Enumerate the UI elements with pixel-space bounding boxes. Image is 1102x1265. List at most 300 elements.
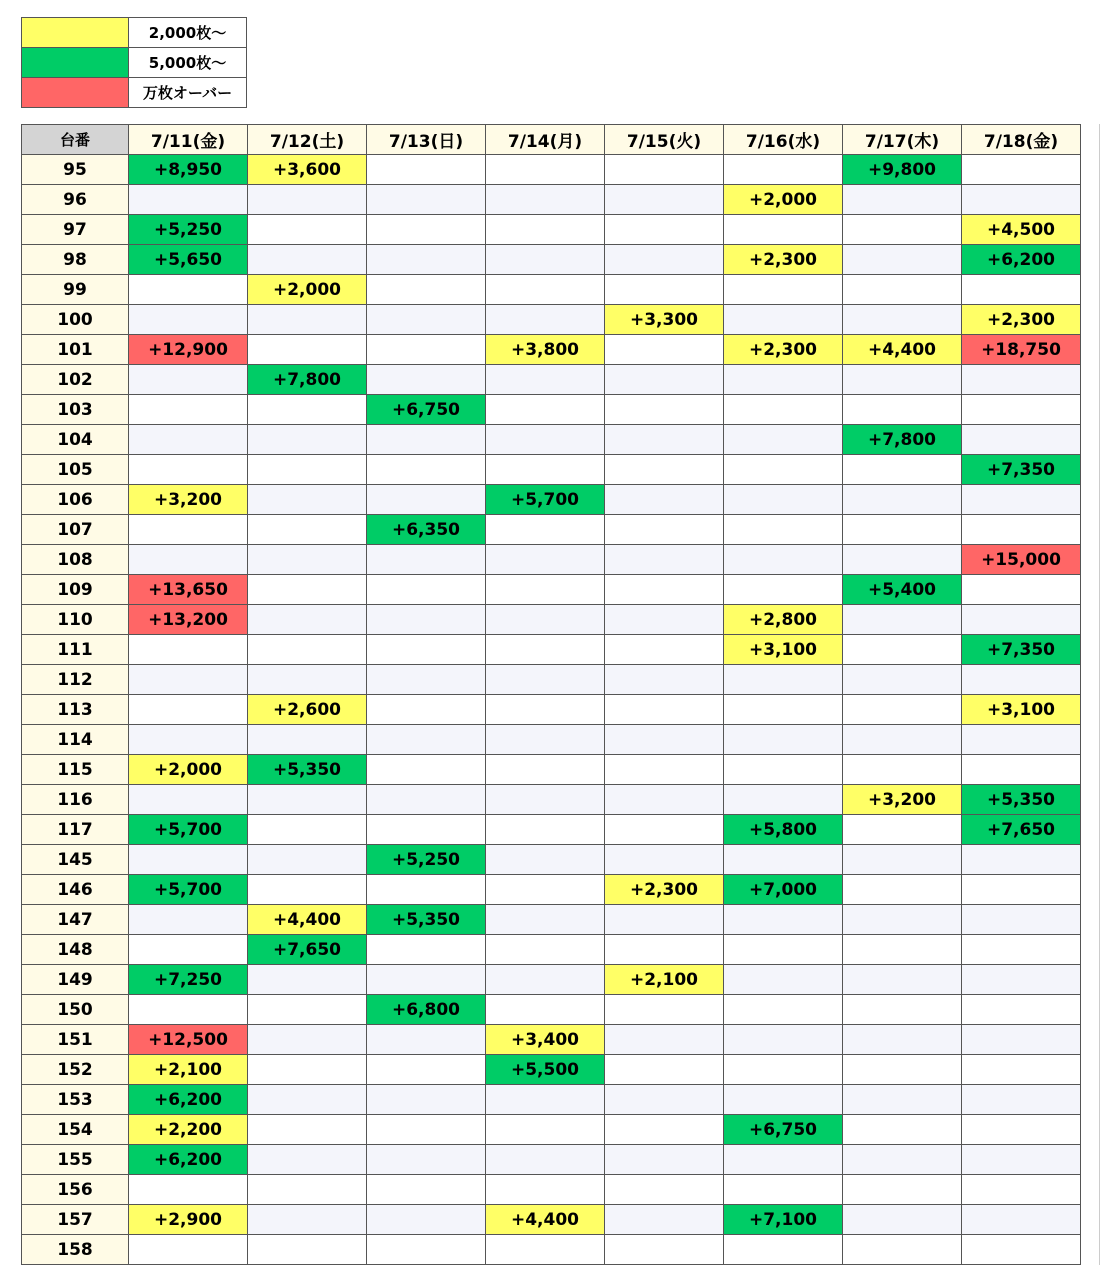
payout-cell bbox=[605, 785, 724, 815]
legend-item bbox=[22, 78, 247, 108]
machine-number: 156 bbox=[22, 1175, 129, 1205]
payout-cell: +6,200 bbox=[962, 245, 1081, 275]
payout-cell bbox=[248, 485, 367, 515]
payout-cell: +5,700 bbox=[129, 875, 248, 905]
payout-cell bbox=[605, 995, 724, 1025]
payout-cell bbox=[248, 875, 367, 905]
payout-cell bbox=[367, 575, 486, 605]
payout-cell bbox=[486, 755, 605, 785]
payout-cell bbox=[605, 1055, 724, 1085]
payout-cell: +5,350 bbox=[962, 785, 1081, 815]
payout-cell bbox=[486, 845, 605, 875]
payout-cell bbox=[486, 995, 605, 1025]
payout-cell bbox=[248, 335, 367, 365]
payout-cell: +2,800 bbox=[724, 605, 843, 635]
payout-cell bbox=[486, 365, 605, 395]
payout-cell bbox=[962, 665, 1081, 695]
payout-cell bbox=[962, 155, 1081, 185]
payout-cell bbox=[129, 935, 248, 965]
payout-cell bbox=[129, 1175, 248, 1205]
payout-cell bbox=[843, 395, 962, 425]
payout-cell bbox=[367, 725, 486, 755]
machine-number: 97 bbox=[22, 215, 129, 245]
payout-cell bbox=[724, 395, 843, 425]
payout-cell bbox=[843, 875, 962, 905]
machine-number: 112 bbox=[22, 665, 129, 695]
date-header: 7/15(火) bbox=[605, 125, 724, 155]
payout-cell: +3,100 bbox=[724, 635, 843, 665]
payout-cell bbox=[129, 635, 248, 665]
payout-cell bbox=[248, 605, 367, 635]
payout-cell bbox=[843, 1115, 962, 1145]
payout-cell bbox=[843, 605, 962, 635]
payout-cell: +2,000 bbox=[248, 275, 367, 305]
payout-cell bbox=[129, 995, 248, 1025]
machine-number: 101 bbox=[22, 335, 129, 365]
payout-cell bbox=[724, 1235, 843, 1265]
payout-cell bbox=[962, 875, 1081, 905]
payout-cell bbox=[843, 305, 962, 335]
payout-cell bbox=[724, 695, 843, 725]
payout-cell: +3,800 bbox=[486, 335, 605, 365]
payout-cell bbox=[486, 455, 605, 485]
payout-cell bbox=[843, 1025, 962, 1055]
payout-cell: +2,600 bbox=[248, 695, 367, 725]
payout-cell: +4,400 bbox=[248, 905, 367, 935]
payout-cell bbox=[724, 1145, 843, 1175]
payout-cell: +2,000 bbox=[724, 185, 843, 215]
table-row bbox=[22, 185, 1081, 215]
machine-number: 108 bbox=[22, 545, 129, 575]
payout-cell bbox=[962, 1145, 1081, 1175]
payout-cell: +7,100 bbox=[724, 1205, 843, 1235]
payout-cell bbox=[605, 245, 724, 275]
payout-cell bbox=[248, 1205, 367, 1235]
payout-cell bbox=[248, 215, 367, 245]
payout-cell bbox=[129, 545, 248, 575]
date-header: 7/12(土) bbox=[248, 125, 367, 155]
payout-cell bbox=[843, 515, 962, 545]
table-row bbox=[22, 995, 1081, 1025]
payout-cell: +2,300 bbox=[724, 245, 843, 275]
payout-cell bbox=[248, 845, 367, 875]
payout-cell bbox=[129, 665, 248, 695]
payout-cell bbox=[724, 845, 843, 875]
payout-cell bbox=[843, 665, 962, 695]
payout-cell bbox=[962, 185, 1081, 215]
table-row bbox=[22, 215, 1081, 245]
machine-number: 158 bbox=[22, 1235, 129, 1265]
machine-number: 157 bbox=[22, 1205, 129, 1235]
payout-cell bbox=[129, 905, 248, 935]
payout-cell bbox=[248, 455, 367, 485]
payout-cell bbox=[486, 425, 605, 455]
legend-swatch bbox=[22, 78, 129, 108]
payout-cell: +4,400 bbox=[486, 1205, 605, 1235]
payout-cell bbox=[367, 215, 486, 245]
payout-cell: +3,600 bbox=[248, 155, 367, 185]
payout-cell bbox=[248, 1085, 367, 1115]
payout-cell: +7,000 bbox=[724, 875, 843, 905]
payout-cell: +5,400 bbox=[843, 575, 962, 605]
payout-cell bbox=[486, 785, 605, 815]
machine-number: 155 bbox=[22, 1145, 129, 1175]
payout-cell bbox=[962, 755, 1081, 785]
payout-cell bbox=[605, 725, 724, 755]
payout-cell: +5,700 bbox=[486, 485, 605, 515]
payout-cell bbox=[248, 785, 367, 815]
payout-cell bbox=[367, 1115, 486, 1145]
payout-cell bbox=[724, 305, 843, 335]
machine-number: 151 bbox=[22, 1025, 129, 1055]
legend-swatch bbox=[22, 18, 129, 48]
payout-cell bbox=[129, 725, 248, 755]
payout-cell bbox=[724, 665, 843, 695]
payout-cell: +5,250 bbox=[367, 845, 486, 875]
payout-cell bbox=[486, 695, 605, 725]
table-row bbox=[22, 845, 1081, 875]
payout-cell: +3,100 bbox=[962, 695, 1081, 725]
payout-cell: +7,350 bbox=[962, 455, 1081, 485]
payout-cell bbox=[248, 995, 367, 1025]
machine-number: 96 bbox=[22, 185, 129, 215]
machine-number: 117 bbox=[22, 815, 129, 845]
payout-cell: +3,200 bbox=[843, 785, 962, 815]
payout-cell bbox=[248, 725, 367, 755]
table-row bbox=[22, 1085, 1081, 1115]
payout-cell bbox=[367, 965, 486, 995]
payout-cell bbox=[248, 575, 367, 605]
legend-label: 万枚オーバー bbox=[129, 78, 247, 108]
payout-cell bbox=[367, 185, 486, 215]
machine-number: 153 bbox=[22, 1085, 129, 1115]
table-row bbox=[22, 965, 1081, 995]
payout-cell bbox=[843, 635, 962, 665]
table-row bbox=[22, 605, 1081, 635]
right-border bbox=[1099, 124, 1100, 1265]
date-header: 7/11(金) bbox=[129, 125, 248, 155]
payout-cell bbox=[486, 665, 605, 695]
table-row bbox=[22, 1235, 1081, 1265]
payout-cell bbox=[129, 275, 248, 305]
payout-cell: +12,900 bbox=[129, 335, 248, 365]
payout-cell bbox=[129, 845, 248, 875]
payout-cell bbox=[843, 545, 962, 575]
payout-cell bbox=[367, 785, 486, 815]
machine-number: 104 bbox=[22, 425, 129, 455]
machine-number: 150 bbox=[22, 995, 129, 1025]
payout-cell bbox=[843, 695, 962, 725]
payout-cell bbox=[962, 845, 1081, 875]
payout-cell bbox=[367, 365, 486, 395]
machine-number-header: 台番 bbox=[22, 125, 129, 155]
payout-cell bbox=[724, 725, 843, 755]
legend-item bbox=[22, 48, 247, 78]
machine-number: 95 bbox=[22, 155, 129, 185]
payout-cell bbox=[724, 575, 843, 605]
payout-cell bbox=[486, 605, 605, 635]
payout-cell bbox=[724, 995, 843, 1025]
machine-number: 99 bbox=[22, 275, 129, 305]
payout-cell bbox=[129, 1235, 248, 1265]
payout-cell: +7,650 bbox=[248, 935, 367, 965]
payout-cell bbox=[248, 185, 367, 215]
table-row bbox=[22, 245, 1081, 275]
machine-number: 100 bbox=[22, 305, 129, 335]
payout-cell bbox=[486, 635, 605, 665]
payout-cell bbox=[843, 1145, 962, 1175]
payout-cell bbox=[129, 365, 248, 395]
payout-cell bbox=[367, 1175, 486, 1205]
payout-cell bbox=[724, 1025, 843, 1055]
machine-number: 148 bbox=[22, 935, 129, 965]
payout-cell bbox=[367, 815, 486, 845]
payout-cell bbox=[605, 275, 724, 305]
payout-cell bbox=[367, 605, 486, 635]
payout-cell: +2,200 bbox=[129, 1115, 248, 1145]
payout-cell bbox=[843, 1175, 962, 1205]
payout-cell bbox=[724, 275, 843, 305]
table-row bbox=[22, 935, 1081, 965]
payout-cell bbox=[605, 665, 724, 695]
payout-cell bbox=[605, 935, 724, 965]
payout-cell: +2,300 bbox=[962, 305, 1081, 335]
payout-cell bbox=[843, 905, 962, 935]
payout-cell bbox=[129, 305, 248, 335]
payout-cell: +13,200 bbox=[129, 605, 248, 635]
payout-cell: +5,350 bbox=[367, 905, 486, 935]
payout-cell bbox=[962, 935, 1081, 965]
payout-cell bbox=[367, 455, 486, 485]
payout-cell bbox=[605, 1145, 724, 1175]
payout-cell bbox=[129, 515, 248, 545]
machine-number: 154 bbox=[22, 1115, 129, 1145]
payout-cell: +4,400 bbox=[843, 335, 962, 365]
payout-cell: +9,800 bbox=[843, 155, 962, 185]
payout-cell: +7,800 bbox=[843, 425, 962, 455]
payout-cell bbox=[486, 545, 605, 575]
payout-cell bbox=[724, 965, 843, 995]
date-header: 7/17(木) bbox=[843, 125, 962, 155]
payout-cell bbox=[486, 1145, 605, 1175]
payout-cell bbox=[129, 395, 248, 425]
payout-cell bbox=[605, 1175, 724, 1205]
payout-cell bbox=[843, 1085, 962, 1115]
payout-cell bbox=[248, 965, 367, 995]
payout-cell bbox=[605, 575, 724, 605]
payout-cell bbox=[367, 935, 486, 965]
payout-cell bbox=[248, 815, 367, 845]
payout-cell bbox=[486, 1115, 605, 1145]
payout-cell bbox=[129, 425, 248, 455]
table-row bbox=[22, 395, 1081, 425]
payout-cell: +18,750 bbox=[962, 335, 1081, 365]
payout-cell bbox=[486, 935, 605, 965]
machine-number: 111 bbox=[22, 635, 129, 665]
payout-cell bbox=[486, 965, 605, 995]
table-row bbox=[22, 305, 1081, 335]
payout-cell: +15,000 bbox=[962, 545, 1081, 575]
payout-cell bbox=[367, 665, 486, 695]
payout-cell bbox=[248, 1055, 367, 1085]
payout-cell bbox=[486, 1085, 605, 1115]
payout-cell bbox=[605, 395, 724, 425]
payout-cell bbox=[724, 1055, 843, 1085]
machine-number: 98 bbox=[22, 245, 129, 275]
payout-cell bbox=[367, 245, 486, 275]
machine-number: 107 bbox=[22, 515, 129, 545]
payout-cell bbox=[367, 695, 486, 725]
payout-cell bbox=[486, 185, 605, 215]
table-row bbox=[22, 635, 1081, 665]
payout-cell bbox=[605, 185, 724, 215]
payout-cell bbox=[843, 755, 962, 785]
payout-cell: +2,300 bbox=[605, 875, 724, 905]
payout-cell: +5,700 bbox=[129, 815, 248, 845]
payout-cell bbox=[962, 485, 1081, 515]
payout-cell bbox=[962, 575, 1081, 605]
table-row bbox=[22, 515, 1081, 545]
payout-cell bbox=[843, 1205, 962, 1235]
payout-cell bbox=[724, 905, 843, 935]
payout-cell bbox=[724, 485, 843, 515]
payout-cell: +12,500 bbox=[129, 1025, 248, 1055]
payout-cell bbox=[605, 1085, 724, 1115]
machine-number: 147 bbox=[22, 905, 129, 935]
payout-cell bbox=[605, 815, 724, 845]
table-row bbox=[22, 155, 1081, 185]
payout-cell bbox=[367, 335, 486, 365]
payout-cell: +8,950 bbox=[129, 155, 248, 185]
header-row bbox=[22, 125, 1081, 155]
table-row bbox=[22, 455, 1081, 485]
payout-cell bbox=[962, 965, 1081, 995]
payout-cell bbox=[248, 395, 367, 425]
payout-cell bbox=[843, 965, 962, 995]
machine-number: 145 bbox=[22, 845, 129, 875]
payout-cell bbox=[605, 635, 724, 665]
payout-cell bbox=[605, 905, 724, 935]
machine-number: 106 bbox=[22, 485, 129, 515]
payout-cell bbox=[605, 455, 724, 485]
payout-cell bbox=[367, 1085, 486, 1115]
payout-cell bbox=[486, 215, 605, 245]
payout-cell bbox=[486, 1175, 605, 1205]
payout-cell bbox=[486, 395, 605, 425]
payout-cell bbox=[605, 1115, 724, 1145]
table-row bbox=[22, 725, 1081, 755]
payout-cell bbox=[843, 995, 962, 1025]
table-row bbox=[22, 575, 1081, 605]
payout-cell bbox=[248, 425, 367, 455]
payout-cell bbox=[843, 365, 962, 395]
payout-cell bbox=[724, 365, 843, 395]
payout-cell bbox=[486, 575, 605, 605]
payout-cell bbox=[486, 275, 605, 305]
payout-table bbox=[21, 124, 1081, 1265]
payout-cell bbox=[843, 275, 962, 305]
payout-cell: +6,350 bbox=[367, 515, 486, 545]
payout-cell bbox=[962, 365, 1081, 395]
payout-cell bbox=[605, 1025, 724, 1055]
payout-cell: +2,000 bbox=[129, 755, 248, 785]
payout-cell bbox=[129, 185, 248, 215]
payout-cell bbox=[605, 1235, 724, 1265]
machine-number: 152 bbox=[22, 1055, 129, 1085]
payout-cell bbox=[605, 515, 724, 545]
date-header: 7/13(日) bbox=[367, 125, 486, 155]
payout-cell bbox=[486, 815, 605, 845]
payout-cell bbox=[367, 1055, 486, 1085]
payout-cell: +3,300 bbox=[605, 305, 724, 335]
payout-cell bbox=[962, 1175, 1081, 1205]
machine-number: 102 bbox=[22, 365, 129, 395]
table-row bbox=[22, 365, 1081, 395]
payout-cell: +6,750 bbox=[724, 1115, 843, 1145]
payout-cell bbox=[843, 815, 962, 845]
payout-cell bbox=[486, 305, 605, 335]
payout-cell: +2,100 bbox=[605, 965, 724, 995]
payout-cell bbox=[605, 845, 724, 875]
machine-number: 149 bbox=[22, 965, 129, 995]
payout-cell bbox=[486, 1235, 605, 1265]
payout-cell bbox=[962, 1235, 1081, 1265]
payout-cell bbox=[962, 1115, 1081, 1145]
payout-cell bbox=[962, 995, 1081, 1025]
payout-cell bbox=[367, 425, 486, 455]
payout-cell bbox=[367, 635, 486, 665]
table-row bbox=[22, 905, 1081, 935]
payout-cell bbox=[248, 1025, 367, 1055]
payout-cell bbox=[962, 425, 1081, 455]
payout-cell bbox=[248, 665, 367, 695]
payout-cell: +7,250 bbox=[129, 965, 248, 995]
payout-cell bbox=[248, 1145, 367, 1175]
payout-cell bbox=[605, 545, 724, 575]
payout-cell: +5,250 bbox=[129, 215, 248, 245]
payout-cell bbox=[962, 1205, 1081, 1235]
table-row bbox=[22, 815, 1081, 845]
payout-cell bbox=[367, 1145, 486, 1175]
table-row bbox=[22, 425, 1081, 455]
table-row bbox=[22, 665, 1081, 695]
table-row bbox=[22, 1115, 1081, 1145]
machine-number: 105 bbox=[22, 455, 129, 485]
machine-number: 115 bbox=[22, 755, 129, 785]
payout-cell bbox=[248, 305, 367, 335]
payout-cell bbox=[843, 215, 962, 245]
payout-cell bbox=[605, 695, 724, 725]
payout-cell bbox=[248, 1175, 367, 1205]
payout-cell bbox=[843, 845, 962, 875]
payout-cell bbox=[962, 395, 1081, 425]
payout-cell bbox=[367, 275, 486, 305]
payout-cell bbox=[486, 245, 605, 275]
payout-cell: +5,800 bbox=[724, 815, 843, 845]
payout-cell: +7,800 bbox=[248, 365, 367, 395]
payout-cell bbox=[724, 1085, 843, 1115]
payout-cell bbox=[843, 245, 962, 275]
payout-cell: +6,200 bbox=[129, 1145, 248, 1175]
payout-cell bbox=[843, 485, 962, 515]
payout-cell bbox=[367, 875, 486, 905]
payout-cell bbox=[248, 245, 367, 275]
payout-cell bbox=[605, 1205, 724, 1235]
machine-number: 103 bbox=[22, 395, 129, 425]
machine-number: 146 bbox=[22, 875, 129, 905]
payout-cell bbox=[248, 545, 367, 575]
payout-cell bbox=[486, 725, 605, 755]
